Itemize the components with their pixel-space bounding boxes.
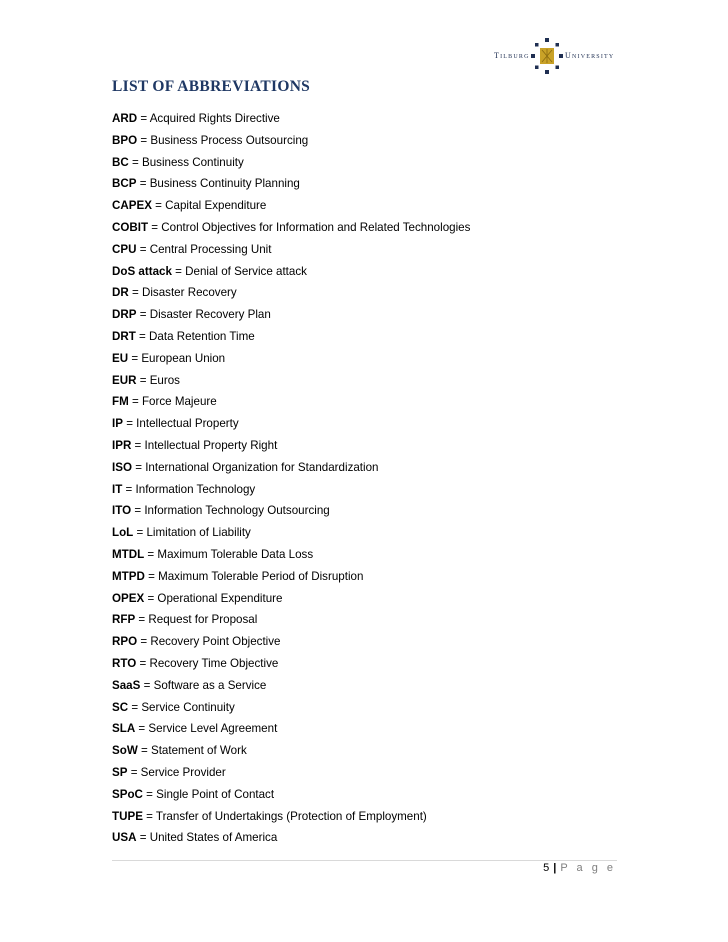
abbreviation-item	[112, 479, 470, 501]
abbreviation-definition: = European Union	[128, 351, 226, 365]
abbreviation-definition: = Disaster Recovery	[128, 286, 237, 300]
abbreviation-item	[112, 609, 470, 631]
abbreviation-term: MTPD	[112, 569, 145, 583]
abbreviation-definition: = Single Point of Contact	[142, 787, 275, 801]
abbreviation-item	[112, 152, 470, 174]
abbreviation-item	[112, 130, 470, 152]
abbreviation-term: LoL	[112, 526, 134, 540]
abbreviation-term: IT	[112, 482, 123, 496]
abbreviation-definition: = Denial of Service attack	[171, 264, 307, 278]
university-emblem-icon	[531, 38, 563, 74]
abbreviation-definition: = Capital Expenditure	[151, 199, 267, 213]
abbreviation-item	[112, 500, 470, 522]
abbreviation-item	[112, 261, 470, 283]
university-logo	[494, 38, 614, 78]
footer-separator: |	[553, 862, 557, 874]
abbreviation-item	[112, 282, 470, 304]
abbreviation-term: DRT	[112, 329, 136, 343]
abbreviation-term: RPO	[112, 635, 138, 649]
abbreviation-definition: = Information Technology	[122, 482, 256, 496]
abbreviation-item	[112, 326, 470, 348]
abbreviation-item	[112, 173, 470, 195]
abbreviation-definition: = Service Continuity	[128, 700, 235, 714]
abbreviation-item	[112, 370, 470, 392]
abbreviation-list	[112, 108, 470, 849]
abbreviation-definition: = Information Technology Outsourcing	[131, 504, 330, 518]
abbreviation-definition: = Intellectual Property	[122, 417, 239, 431]
abbreviation-definition: = Operational Expenditure	[144, 591, 283, 605]
abbreviation-term: CAPEX	[112, 199, 152, 213]
abbreviation-item	[112, 653, 470, 675]
abbreviation-definition: = Euros	[136, 373, 180, 387]
abbreviation-term: FM	[112, 395, 129, 409]
abbreviation-item	[112, 697, 470, 719]
abbreviation-item	[112, 631, 470, 653]
abbreviation-term: EU	[112, 351, 129, 365]
abbreviation-definition: = International Organization for Standardization	[131, 460, 379, 474]
abbreviation-definition: = Control Objectives for Information and Related Technologies	[148, 220, 471, 234]
abbreviation-definition: = Maximum Tolerable Period of Disruption	[144, 569, 364, 583]
abbreviation-term: RFP	[112, 613, 136, 627]
abbreviation-definition: = Statement of Work	[137, 744, 247, 758]
abbreviation-item	[112, 718, 470, 740]
abbreviation-term: BPO	[112, 133, 138, 147]
abbreviation-item	[112, 522, 470, 544]
abbreviation-item	[112, 108, 470, 130]
abbreviation-term: USA	[112, 831, 137, 845]
abbreviation-item	[112, 391, 470, 413]
abbreviation-item	[112, 435, 470, 457]
abbreviation-term: SP	[112, 765, 128, 779]
abbreviation-term: ITO	[112, 504, 132, 518]
abbreviation-definition: = Intellectual Property Right	[131, 438, 278, 452]
abbreviation-definition: = Service Level Agreement	[135, 722, 278, 736]
abbreviation-term: SC	[112, 700, 129, 714]
abbreviation-term: IPR	[112, 438, 132, 452]
abbreviation-item	[112, 348, 470, 370]
logo-text-left: Tilburg	[494, 51, 530, 60]
abbreviation-item	[112, 457, 470, 479]
abbreviation-term: DRP	[112, 308, 137, 322]
abbreviation-definition: = Business Continuity Planning	[136, 177, 300, 191]
abbreviation-item	[112, 784, 470, 806]
abbreviation-definition: = Limitation of Liability	[133, 526, 251, 540]
abbreviation-item	[112, 566, 470, 588]
abbreviation-definition: = United States of America	[136, 831, 278, 845]
abbreviation-item	[112, 195, 470, 217]
abbreviation-term: BC	[112, 155, 129, 169]
abbreviation-definition: = Transfer of Undertakings (Protection of Employment)	[142, 809, 427, 823]
page-label: P a g e	[560, 862, 616, 874]
abbreviation-definition: = Data Retention Time	[135, 329, 255, 343]
abbreviation-term: SoW	[112, 744, 138, 758]
page-footer	[543, 862, 616, 874]
abbreviation-term: SLA	[112, 722, 136, 736]
abbreviation-term: IP	[112, 417, 123, 431]
abbreviation-term: MTDL	[112, 547, 145, 561]
abbreviation-item	[112, 588, 470, 610]
abbreviation-item	[112, 806, 470, 828]
abbreviation-definition: = Recovery Time Objective	[136, 656, 279, 670]
abbreviation-item	[112, 217, 470, 239]
abbreviation-definition: = Central Processing Unit	[136, 242, 272, 256]
abbreviation-term: BCP	[112, 177, 137, 191]
abbreviation-term: DR	[112, 286, 129, 300]
abbreviation-definition: = Disaster Recovery Plan	[136, 308, 271, 322]
abbreviation-term: SaaS	[112, 678, 141, 692]
abbreviation-term: EUR	[112, 373, 137, 387]
abbreviation-definition: = Force Majeure	[128, 395, 217, 409]
page-number: 5	[543, 862, 550, 874]
abbreviation-definition: = Maximum Tolerable Data Loss	[144, 547, 314, 561]
abbreviation-definition: = Software as a Service	[140, 678, 267, 692]
footer-divider	[112, 860, 617, 861]
abbreviation-definition: = Request for Proposal	[135, 613, 258, 627]
abbreviation-item	[112, 827, 470, 849]
abbreviation-definition: = Service Provider	[127, 765, 226, 779]
abbreviation-term: ISO	[112, 460, 132, 474]
abbreviation-item	[112, 239, 470, 261]
abbreviation-item	[112, 762, 470, 784]
abbreviation-term: TUPE	[112, 809, 143, 823]
abbreviation-item	[112, 740, 470, 762]
abbreviation-definition: = Business Continuity	[128, 155, 244, 169]
abbreviation-item	[112, 544, 470, 566]
abbreviation-term: COBIT	[112, 220, 149, 234]
page-heading: LIST OF ABBREVIATIONS	[112, 78, 311, 95]
abbreviation-definition: = Business Process Outsourcing	[137, 133, 309, 147]
logo-text-right: University	[565, 51, 615, 60]
abbreviation-term: ARD	[112, 112, 138, 125]
abbreviation-term: CPU	[112, 242, 137, 256]
abbreviation-definition: = Recovery Point Objective	[137, 635, 281, 649]
abbreviation-item	[112, 413, 470, 435]
abbreviation-term: SPoC	[112, 787, 143, 801]
abbreviation-item	[112, 304, 470, 326]
abbreviation-term: RTO	[112, 656, 137, 670]
abbreviation-definition: = Acquired Rights Directive	[137, 112, 280, 125]
abbreviation-item	[112, 675, 470, 697]
abbreviation-term: DoS attack	[112, 264, 172, 278]
abbreviation-term: OPEX	[112, 591, 145, 605]
